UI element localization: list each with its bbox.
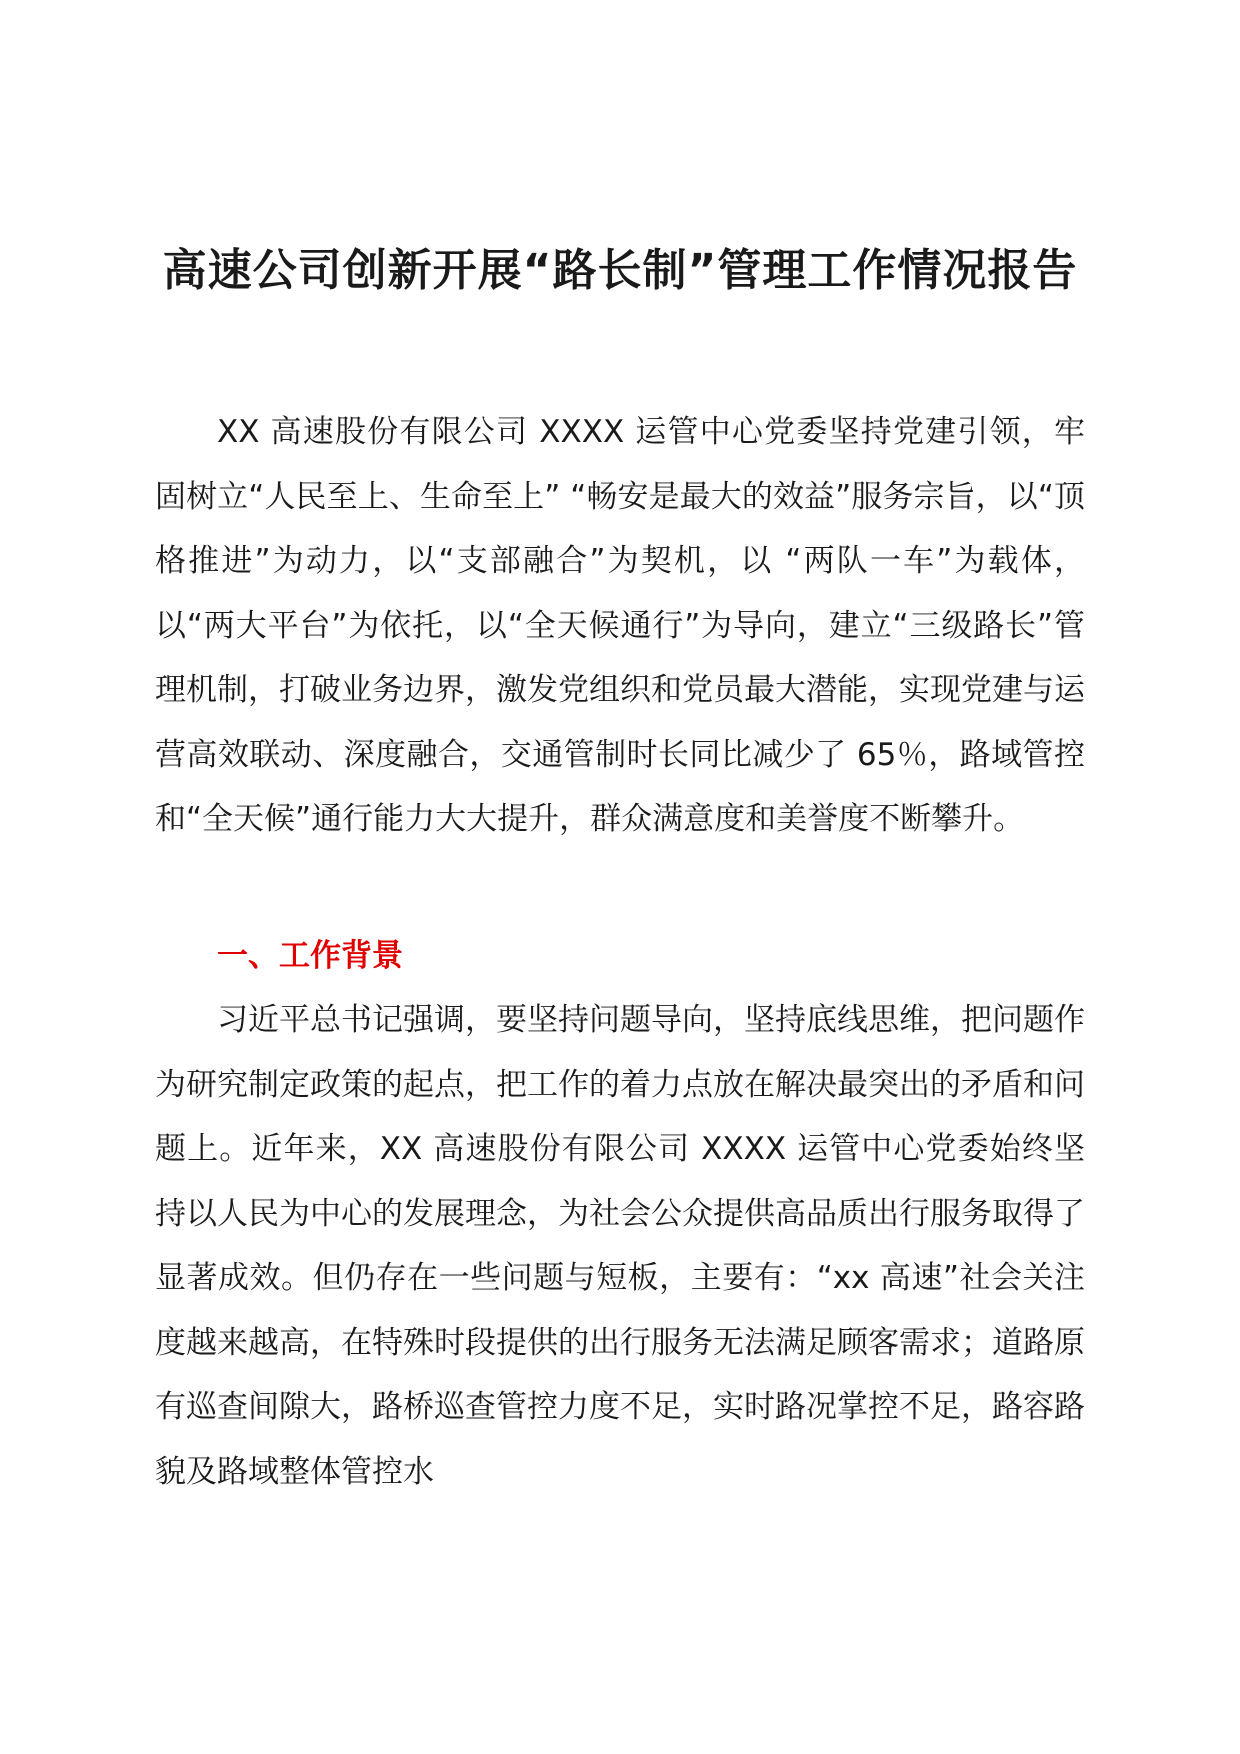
- document-title: 高速公司创新开展“路长制”管理工作情况报告: [162, 245, 1078, 296]
- intro-paragraph: XX 高速股份有限公司 XXXX 运管中心党委坚持党建引领，牢固树立“人民至上、生命至上” “畅安是最大的效益”服务宗旨，以“顶格推进”为动力，以“支部融合”为契机，以 “两队一车”为载体，以“两大平台”为依托，以“全天候通行”为导向，建立“三级路长”管理机制，打破业务边界，激发党组织和党员最大潜能，实现党建与运营高效联动、深度融合，交通管制时长同比减少了 65％，路域管控和“全天候”通行能力大大提升，群众满意度和美誉度不断攀升。: [155, 414, 1085, 837]
- work-background-paragraph: 习近平总书记强调，要坚持问题导向，坚持底线思维，把问题作为研究制定政策的起点，把工作的着力点放在解决最突出的矛盾和问题上。近年来，XX 高速股份有限公司 XXXX 运管中心党委始终坚持以人民为中心的发展理念，为社会公众提供高品质出行服务取得了显著成效。但仍存在一些问题与短板，主要有：“xx 高速”社会关注度越来越高，在特殊时段提供的出行服务无法满足顾客需求；道路原有巡查间隙大，路桥巡查管控力度不足，实时路况掌控不足，路容路貌及路域整体管控水: [155, 1002, 1085, 1490]
- section-heading-work-background: 一、工作背景: [217, 938, 403, 974]
